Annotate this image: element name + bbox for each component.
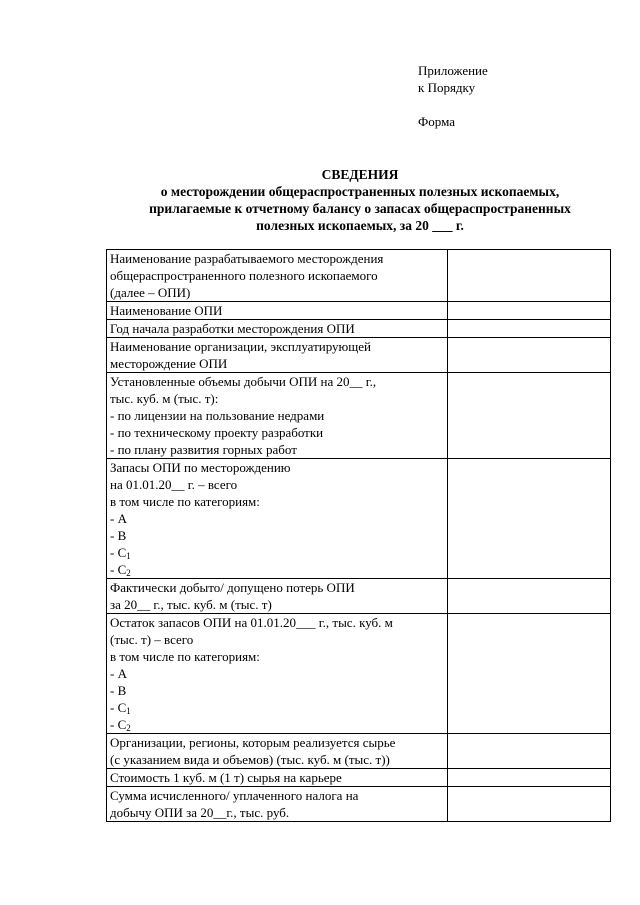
row-label-text: Наименование организации, эксплуатирующей [110,339,371,354]
row-value-cell[interactable] [448,302,611,320]
row-label-text: Фактически добыто/ допущено потерь ОПИ [110,580,355,595]
appendix-header [418,62,488,130]
row-label-line [110,648,447,665]
row-label-text: общераспространенного полезного ископаемого [110,268,378,283]
row-label-text: в том числе по категориям: [110,494,260,509]
row-label-line [110,302,447,319]
row-label-text: Год начала разработки месторождения ОПИ [110,321,355,336]
row-label-text: тыс. куб. м (тыс. т): [110,391,219,406]
row-label-text: Стоимость 1 куб. м (1 т) сырья на карьере [110,770,342,785]
row-label-cell [107,579,448,614]
row-label-line [110,476,447,493]
form-row [107,614,611,734]
row-label-text: Наименование ОПИ [110,303,223,318]
document-title [100,166,620,234]
title-line-1: СВЕДЕНИЯ [321,167,399,182]
row-label-cell [107,338,448,373]
row-label-line [110,787,447,804]
category-subscript: 2 [126,568,131,578]
row-label-text: Сумма исчисленного/ уплаченного налога на [110,788,359,803]
row-label-cell [107,734,448,769]
row-label-line [110,804,447,821]
order-reference: к Порядку [418,80,476,95]
form-label: Форма [418,114,455,129]
row-label-line [110,561,447,578]
title-line-3: прилагаемые к отчетному балансу о запасах общераспространенных [149,201,571,216]
row-label-line [110,390,447,407]
row-label-text: Установленные объемы добычи ОПИ на 20__ г., [110,374,377,389]
category-subscript: 2 [126,723,131,733]
row-label-text: - В [110,528,127,543]
row-label-text: Остаток запасов ОПИ на 01.01.20___ г., тыс. куб. м [110,615,393,630]
row-label-line [110,699,447,716]
row-label-line [110,769,447,786]
row-label-text: - С [110,562,127,577]
row-label-line [110,510,447,527]
row-value-cell[interactable] [448,250,611,302]
title-line-2: о месторождении общераспространенных полезных ископаемых, [160,184,560,199]
row-value-cell[interactable] [448,459,611,579]
row-label-text: в том числе по категориям: [110,649,260,664]
row-label-line [110,250,447,267]
form-row [107,250,611,302]
row-label-line [110,284,447,301]
row-label-line [110,596,447,613]
form-row [107,459,611,579]
form-row [107,373,611,459]
row-label-line [110,734,447,751]
row-label-text: - С [110,700,127,715]
row-label-cell [107,302,448,320]
row-label-text: Наименование разрабатываемого месторождения [110,251,384,266]
row-label-text: месторождение ОПИ [110,356,228,371]
row-label-text: - А [110,666,127,681]
row-label-line [110,407,447,424]
row-label-text: - по плану развития горных работ [110,442,297,457]
row-label-line [110,459,447,476]
row-label-line [110,493,447,510]
row-label-text: Организации, регионы, которым реализуется сырье [110,735,396,750]
row-label-line [110,579,447,596]
row-label-line [110,355,447,372]
row-label-line [110,682,447,699]
report-form-body [107,250,611,822]
form-row [107,787,611,822]
row-label-cell [107,320,448,338]
row-value-cell[interactable] [448,787,611,822]
row-value-cell[interactable] [448,614,611,734]
row-label-line [110,665,447,682]
appendix-label: Приложение [418,63,488,78]
row-label-text: (тыс. т) – всего [110,632,194,647]
form-row [107,320,611,338]
row-label-text: добычу ОПИ за 20__г., тыс. руб. [110,805,290,820]
form-row [107,302,611,320]
row-value-cell[interactable] [448,338,611,373]
row-label-cell [107,614,448,734]
row-value-cell[interactable] [448,579,611,614]
category-subscript: 1 [126,551,131,561]
row-label-line [110,631,447,648]
row-label-line [110,614,447,631]
category-subscript: 1 [126,706,131,716]
form-row [107,338,611,373]
row-label-cell [107,769,448,787]
row-label-text: - по техническому проекту разработки [110,425,324,440]
row-label-line [110,373,447,390]
row-label-cell [107,373,448,459]
row-label-line [110,267,447,284]
row-label-cell [107,787,448,822]
row-label-line [110,441,447,458]
row-label-line [110,716,447,733]
spacer [418,96,488,113]
row-label-text: Запасы ОПИ по месторождению [110,460,291,475]
form-row [107,579,611,614]
row-value-cell[interactable] [448,769,611,787]
title-line-4: полезных ископаемых, за 20 ___ г. [256,218,464,233]
form-row [107,734,611,769]
row-label-cell [107,250,448,302]
row-label-text: (далее – ОПИ) [110,285,191,300]
report-form-table [106,249,611,822]
row-label-line [110,338,447,355]
row-label-text: - С [110,545,127,560]
row-label-line [110,320,447,337]
row-label-line [110,751,447,768]
row-value-cell[interactable] [448,373,611,459]
row-value-cell[interactable] [448,320,611,338]
row-label-text: за 20__ г., тыс. куб. м (тыс. т) [110,597,272,612]
row-label-cell [107,459,448,579]
row-value-cell[interactable] [448,734,611,769]
form-row [107,769,611,787]
row-label-text: - по лицензии на пользование недрами [110,408,325,423]
row-label-line [110,424,447,441]
row-label-text: на 01.01.20__ г. – всего [110,477,238,492]
row-label-line [110,527,447,544]
row-label-text: - С [110,717,127,732]
row-label-text: (с указанием вида и объемов) (тыс. куб. м (тыс. т)) [110,752,390,767]
row-label-line [110,544,447,561]
row-label-text: - В [110,683,127,698]
row-label-text: - А [110,511,127,526]
